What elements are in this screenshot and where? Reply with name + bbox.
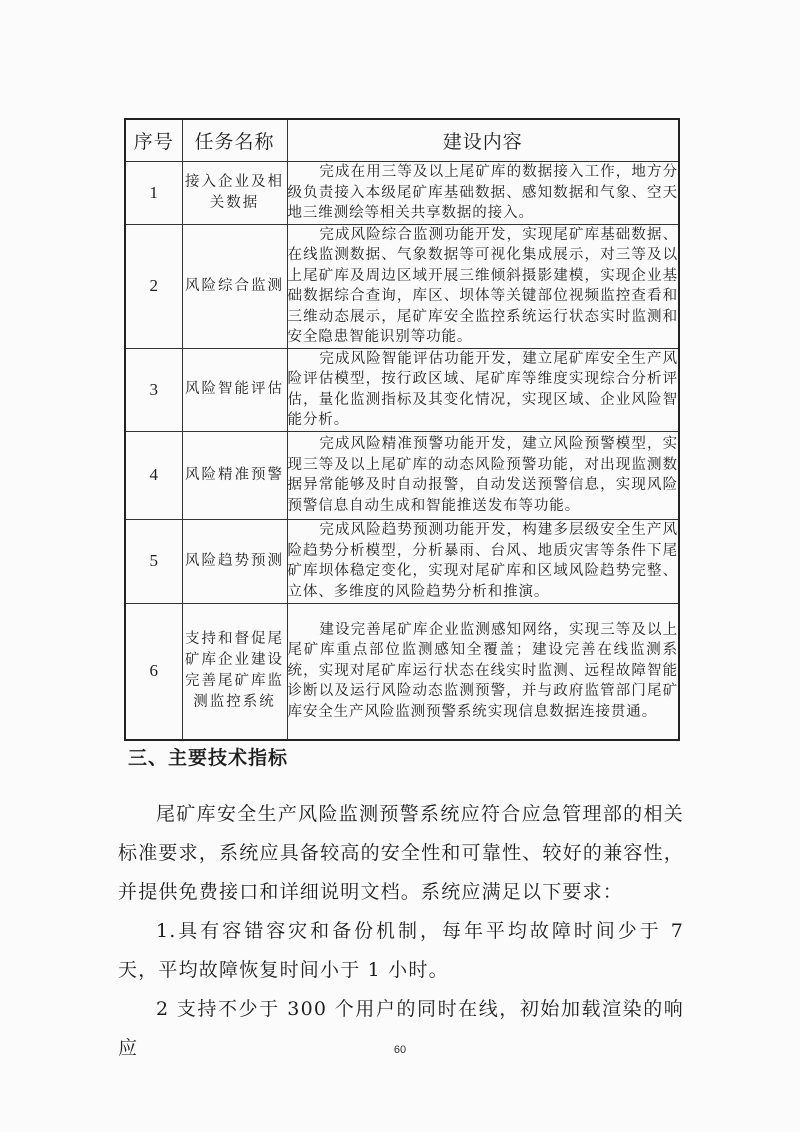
table-row [125,224,679,348]
row-number: 1 [125,162,182,225]
row-number: 3 [125,348,182,431]
table-row [125,603,679,740]
paragraph-requirement-2: 2 支持不少于 300 个用户的同时在线，初始加载渲染的响应 [118,998,684,1059]
table-header-row [125,119,679,162]
paragraph-requirement-1: 1.具有容错容灾和备份机制，每年平均故障时间少于 7 天，平均故障恢复时间小于 1 小时。 [118,920,684,981]
task-content: 完成风险智能评估功能开发，建立尾矿库安全生产风险评估模型，按行政区域、尾矿库等维度实现综合分析评估，量化监测指标及其变化情况，实现区域、企业风险智能分析。 [287,348,679,431]
table-row [125,431,679,519]
header-index: 序号 [125,119,182,162]
header-content: 建设内容 [287,119,679,162]
header-task-name: 任务名称 [182,119,287,162]
task-content: 完成风险综合监测功能开发，实现尾矿库基础数据、在线监测数据、气象数据等可视化集成展示，对三等及以上尾矿库及周边区域开展三维倾斜摄影建模，实现企业基础数据综合查询，库区、坝体等关键部位视频监控查看和三维动态展示，尾矿库安全监控系统运行状态实时监测和安全隐患智能识别等功能。 [287,224,679,348]
row-number: 5 [125,519,182,603]
task-name: 风险趋势预测 [182,519,287,603]
task-name: 接入企业及相关数据 [182,162,287,225]
task-name: 支持和督促尾矿库企业建设完善尾矿库监测监控系统 [182,603,287,740]
section-heading: 三、主要技术指标 [128,747,289,769]
task-content: 完成风险精准预警功能开发，建立风险预警模型，实现三等及以上尾矿库的动态风险预警功能，对出现监测数据异常能够及时自动报警，自动发送预警信息，实现风险预警信息自动生成和智能推送发布等功能。 [287,431,679,519]
task-content: 完成在用三等及以上尾矿库的数据接入工作，地方分级负责接入本级尾矿库基础数据、感知数据和气象、空天地三维测绘等相关共享数据的接入。 [287,162,679,225]
task-name: 风险精准预警 [182,431,287,519]
task-content: 建设完善尾矿库企业监测感知网络，实现三等及以上尾矿库重点部位监测感知全覆盖；建设完善在线监测系统，实现对尾矿库运行状态在线实时监测、远程故障智能诊断以及运行风险动态监测预警，并与政府监管部门尾矿库安全生产风险监测预警系统实现信息数据连接贯通。 [287,603,679,740]
table-row [125,162,679,225]
task-name: 风险智能评估 [182,348,287,431]
table-row [125,519,679,603]
row-number: 4 [125,431,182,519]
task-table [124,118,680,741]
task-content: 完成风险趋势预测功能开发，构建多层级安全生产风险趋势分析模型，分析暴雨、台风、地质灾害等条件下尾矿库坝体稳定变化，实现对尾矿库和区域风险趋势完整、立体、多维度的风险趋势分析和推演。 [287,519,679,603]
table-row [125,348,679,431]
row-number: 2 [125,224,182,348]
task-name: 风险综合监测 [182,224,287,348]
row-number: 6 [125,603,182,740]
page-number: 60 [393,1044,407,1056]
paragraph-intro: 尾矿库安全生产风险监测预警系统应符合应急管理部的相关标准要求，系统应具备较高的安全性和可靠性、较好的兼容性，并提供免费接口和详细说明文档。系统应满足以下要求： [118,803,684,903]
